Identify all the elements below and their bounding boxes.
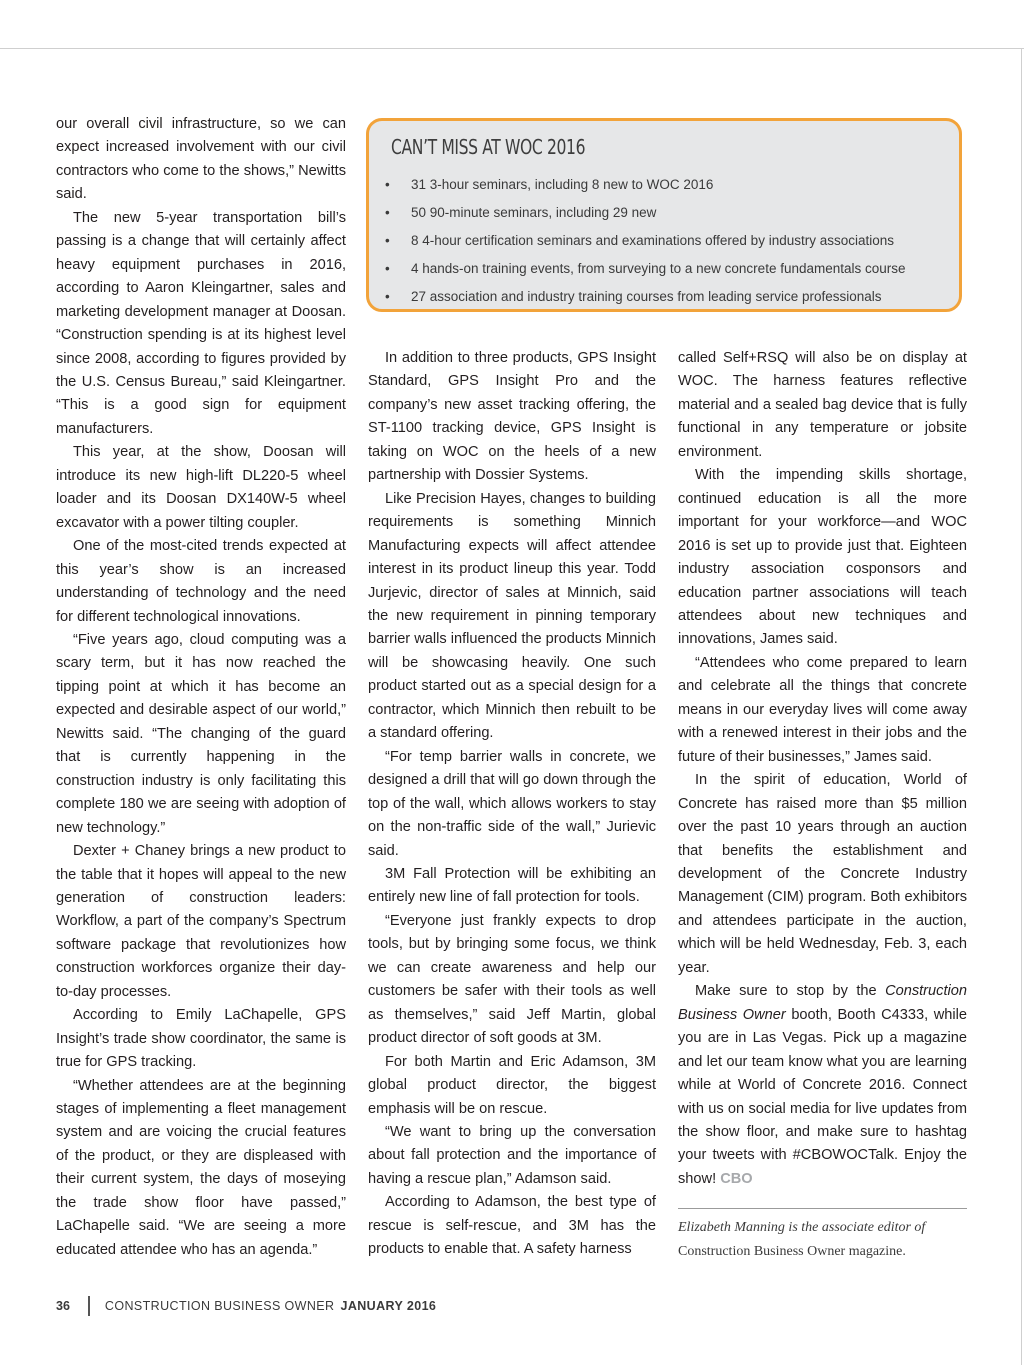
paragraph: “Attendees who come prepared to learn and celebrate all the things that concrete means in our everyday lives will come away with a renewed interest in their jobs and the future of their businesses,” James said. (678, 654, 967, 765)
bullet-icon: • (385, 177, 390, 192)
paragraph: The new 5-year transportation bill’s passing is a change that will certainly affect heavy equipment purchases in 2016, according to Aaron Kleingartner, sales and marketing development manager at Doosan. “Construction spending is at its highest level since 2008, according to figures provided by the U.S. Census Bureau,” said Kleingartner. “This is a good sign for equipment manufacturers. (56, 209, 346, 437)
sidebar-item: • 50 90-minute seminars, including 29 new (385, 199, 906, 227)
footer-divider (88, 1296, 90, 1316)
magazine-title: Construction Business Owner (678, 983, 967, 1023)
sidebar-item: • 4 hands-on training events, from surveying to a new concrete fundamentals course (385, 255, 906, 283)
paragraph: For both Martin and Eric Adamson, 3M global product director, the biggest emphasis will be on rescue. (368, 1053, 656, 1117)
article-column-1 (56, 113, 346, 1262)
issue-date: JANUARY 2016 (340, 1299, 437, 1313)
sidebar-title: CAN’T MISS AT WOC 2016 (391, 135, 586, 159)
paragraph: In the spirit of education, World of Concrete has raised more than $5 million over the past 10 years through an auction that benefits the establishment and development of the Concrete Industry Management (CIM) program. Both exhibitors and attendees participate in the auction, which will be held Wednesday, Feb. 3, each year. (678, 772, 967, 976)
paragraph: Dexter + Chaney brings a new product to the table that it hopes will appeal to the new generation of construction leaders: Workflow, a part of the company’s Spectrum software package that revolutionizes how construction workforces organize their day-to-day processes. (56, 843, 346, 1000)
article-column-3 (678, 347, 967, 1191)
bullet-icon: • (385, 205, 390, 220)
page-footer (56, 1295, 436, 1317)
paragraph: 3M Fall Protection will be exhibiting an entirely new line of fall protection for tools. (368, 865, 656, 906)
cant-miss-sidebar (366, 118, 962, 312)
paragraph: “Everyone just frankly expects to drop tools, but by bringing some focus, we think we can create awareness and help our customers be safer with their tools as well as themselves,” said Jeff Martin, global product director of soft goods at 3M. (368, 912, 656, 1047)
end-mark: CBO (720, 1170, 753, 1187)
paragraph: In addition to three products, GPS Insight Standard, GPS Insight Pro and the company’s new asset tracking offering, the ST-1100 tracking device, GPS Insight is taking on WOC on the heels of a new partnership with Dossier Systems. (368, 350, 656, 484)
sidebar-item: • 8 4-hour certification seminars and examinations offered by industry associations (385, 227, 906, 255)
paragraph: One of the most-cited trends expected at this year’s show is an increased understanding of technology and the need for different technological innovations. (56, 538, 346, 625)
paragraph: “For temp barrier walls in concrete, we designed a drill that will go down through the top of the wall, which allows workers to stay on the non-traffic side of the wall,” Jurievic said. (368, 748, 657, 859)
paragraph: our overall civil infrastructure, so we can expect increased involvement with our civil contractors who come to the shows,” Newitts said. (56, 116, 346, 203)
paragraph: “Five years ago, cloud computing was a scary term, but it has now reached the tipping point at which it has become an expected and desirable aspect of our world,” Newitts said. “The changing of the guard that is currently happening in the construction industry is only facilitating this complete 180 we are seeing with adoption of new technology.” (56, 631, 346, 836)
article-column-2 (368, 347, 656, 1262)
bullet-icon: • (385, 261, 390, 276)
bullet-icon: • (385, 289, 390, 304)
publication-name: CONSTRUCTION BUSINESS OWNER (104, 1299, 335, 1313)
sidebar-item: • 31 3-hour seminars, including 8 new to WOC 2016 (385, 171, 906, 199)
paragraph: called Self+RSQ will also be on display at WOC. The harness features reflective material and a sealed bag device that is fully functional in any temperature or jobsite environment. (678, 350, 967, 460)
page-number: 36 (56, 1299, 70, 1313)
paragraph: “Whether attendees are at the beginning stages of implementing a fleet management system and are voicing the crucial features of the product, or they are displeased with their current system, the days of moseying the trade show floor have passed,” LaChapelle said. “We are seeing a more educated attendee who has an agenda.” (56, 1077, 346, 1258)
author-byline: Elizabeth Manning is the associate editor of Construction Business Owner magazine. (678, 1220, 926, 1259)
paragraph: This year, at the show, Doosan will introduce its new high-lift DL220-5 wheel loader and its Doosan DX140W-5 wheel excavator with a power tilting coupler. (56, 444, 346, 531)
sidebar-item: • 27 association and industry training courses from leading service professionals (385, 283, 906, 311)
sidebar-list (385, 171, 906, 311)
paragraph: “We want to bring up the conversation about fall protection and the importance of having a rescue plan,” Adamson said. (368, 1123, 656, 1187)
closing-paragraph: Make sure to stop by the Construction Business Owner booth, Booth C4333, while you are in Las Vegas. Pick up a magazine and let our team know what you are learning while at World of Concrete 2016. Connect with us on social media for live updates from the show floor, and make sure to hashtag your tweets with #CBOWOCTalk. Enjoy the show! CBO (678, 983, 967, 1187)
paragraph: According to Emily LaChapelle, GPS Insight’s trade show coordinator, the same is true for GPS tracking. (56, 1007, 346, 1071)
paragraph: According to Adamson, the best type of rescue is self-rescue, and 3M has the products to enable that. A safety harness (368, 1194, 656, 1258)
byline-divider (678, 1208, 967, 1209)
paragraph: With the impending skills shortage, continued education is all the more important for your workforce—and WOC 2016 is set up to provide just that. Eighteen industry association cosponsors and education partner associations will teach attendees about new techniques and innovations, James said. (678, 467, 967, 648)
page-top-rule (0, 48, 1024, 49)
paragraph: Like Precision Hayes, changes to building requirements is something Minnich Manufacturing expects will affect attendee interest in its product lineup this year. Todd Jurjevic, director of sales at Minnich, said the new requirement in pinning temporary barrier walls influenced the products Minnich will be showcasing heavily. One such product started out as a special design for a contractor, which Minnich then rebuilt to be a standard offering. (368, 490, 656, 742)
bullet-icon: • (385, 233, 390, 248)
page-right-rule (1021, 48, 1022, 1365)
